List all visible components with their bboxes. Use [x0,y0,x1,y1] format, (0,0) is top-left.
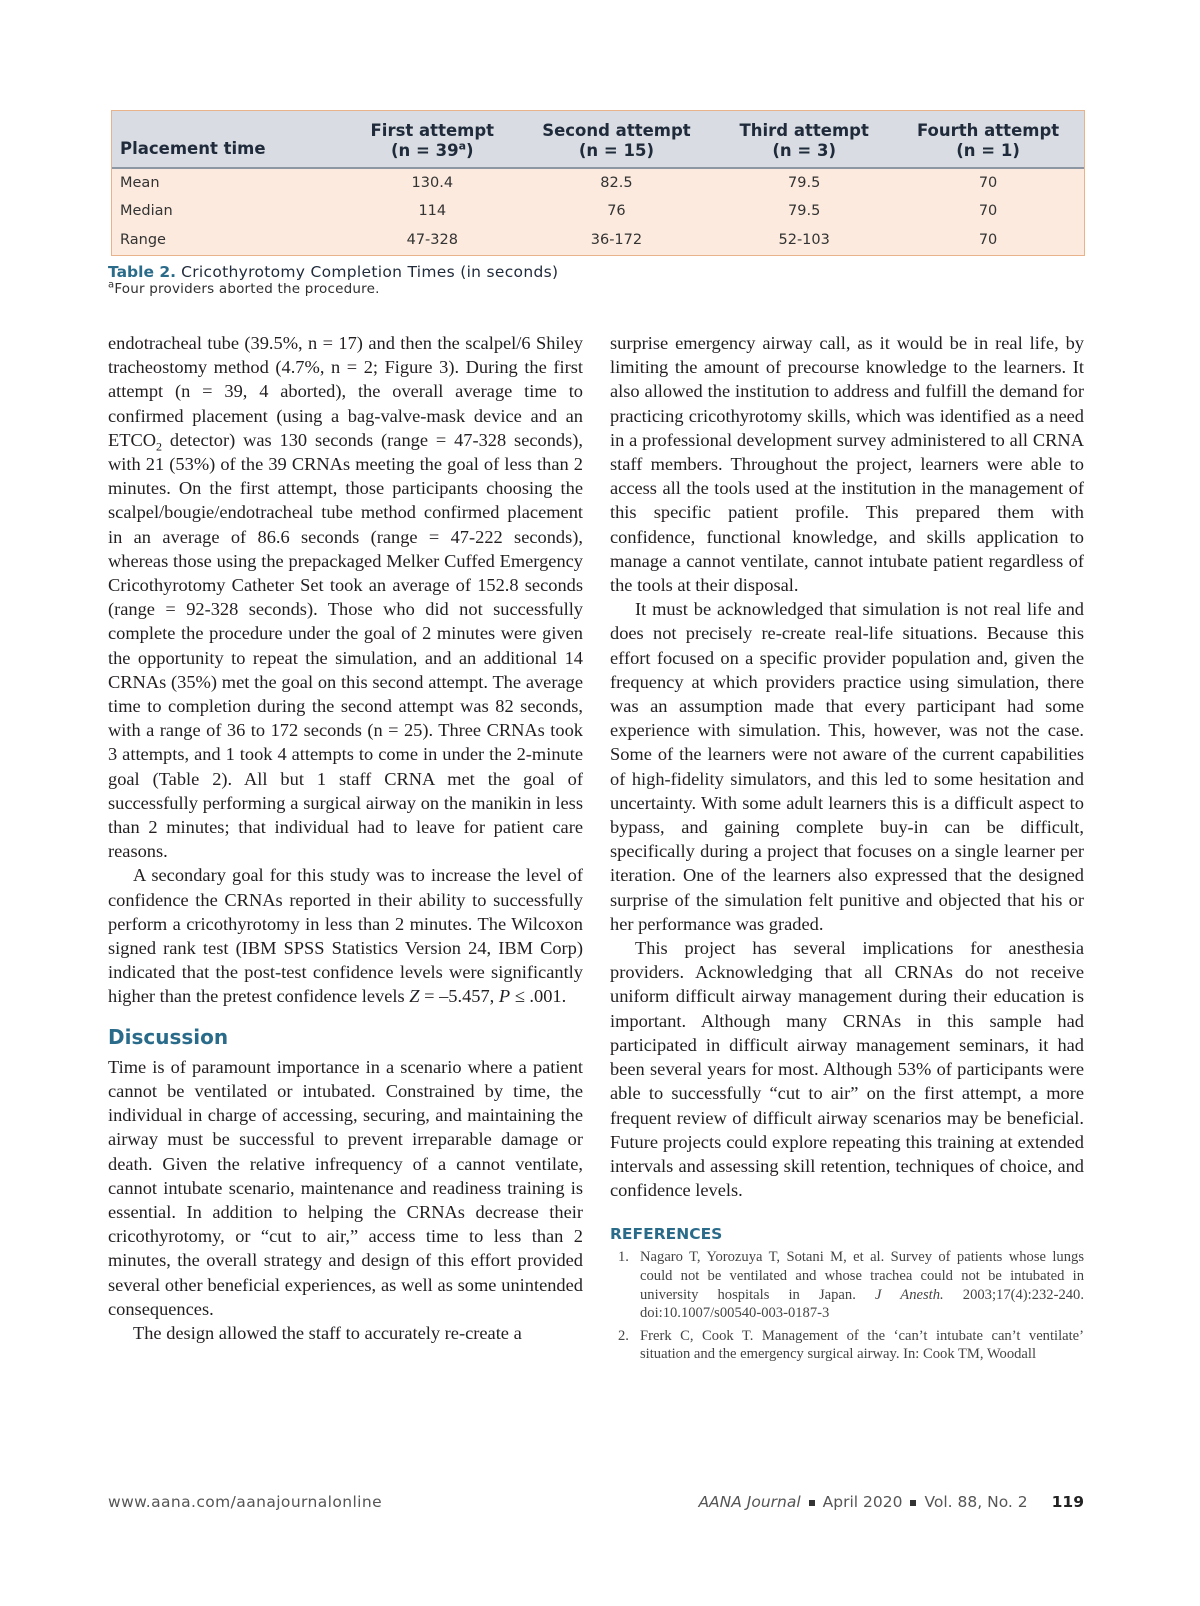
page-number: 119 [1051,1493,1084,1511]
table-footnote [108,281,808,297]
paragraph: This project has several implications for anesthesia providers. Acknowledging that all CRNAs do not receive uniform difficult airway management during their education is important. Although many CRNAs in this sample had participated in difficult airway management seminars, it had been several years for most. Although 53% of participants were able to successfully “cut to air” on the first attempt, a more frequent review of difficult airway scenarios may be beneficial. Future projects could explore repeating this training at extended intervals and assessing skill retention, techniques of choice, and confidence levels. [610,938,1084,1201]
table-row [112,168,1084,197]
table-cell: 70 [892,225,1084,255]
stat-z: Z [409,986,420,1007]
table-cell: 47-328 [348,225,517,255]
table-row [112,197,1084,225]
paragraph: Time is of paramount importance in a scenario where a patient cannot be ventilated or intubated. Constrained by time, the individual in charge of accessing, securing, and maintaining the airway must be successful to prevent irreparable damage or death. Given the relative infrequency of a cannot ventilate, cannot intubate scenario, maintenance and readiness training is essential. In addition to helping the CRNAs decrease their cricothyrotomy, or “cut to air,” access time to less than 2 minutes, the overall strategy and design of this effort provided several other beneficial experiences, as well as some unintended consequences. [108,1056,583,1319]
footer-url[interactable]: www.aana.com/aanajournalonline [108,1493,383,1511]
table-cell: 114 [348,197,517,225]
header-third-attempt [716,111,892,168]
table-caption [108,262,808,297]
journal-title: AANA Journal [698,1493,801,1511]
header-label: Placement time [120,139,266,158]
table-cell: 79.5 [716,168,892,197]
row-label: Range [112,225,348,255]
left-column [108,331,583,1345]
text: ≤ .001. [510,986,567,1007]
caption-label: Table 2. [108,263,177,281]
reference-number: 2. [618,1327,629,1344]
paragraph [108,863,583,1008]
reference-text: Frerk C, Cook T. Management of the ‘can’t intubate can’t ventilate’ situation and the emergency surgical airway. In: Cook TM, Woodall [640,1327,1084,1363]
footnote-text: Four providers aborted the procedure. [114,281,380,297]
reference-item [610,1327,1084,1364]
reference-text [640,1248,1084,1322]
issue-date: April 2020 [822,1493,903,1511]
header-count: (n = 3) [772,141,836,160]
table-header-row [112,111,1084,168]
footnote-marker: a [458,139,467,153]
footnote-marker: a [108,279,115,291]
section-heading: Discussion [108,1024,229,1049]
journal-name: J Anesth. [874,1286,944,1303]
reference-item [610,1248,1084,1322]
row-label: Median [112,197,348,225]
reference-number: 1. [618,1249,629,1266]
text: Nagaro T, Yorozuya T, Sotani M, et al. Survey of patients whose lungs could not be ventilated and whose trachea could not be intubated in university hospitals in Japan. [640,1249,1084,1303]
row-label: Mean [112,168,348,197]
subscript: 2 [156,439,163,454]
right-column [610,331,1084,1368]
text: = –5.457, [419,986,499,1007]
table [112,111,1084,255]
table-cell: 76 [517,197,717,225]
text: 2003;17(4):232-240. doi:10.1007/s00540-003-0187-3 [640,1286,1084,1322]
text: A secondary goal for this study was to increase the level of confidence the CRNAs reported in their ability to successfully perform a cricothyrotomy in less than 2 minutes. The Wilcoxon signed rank test (IBM SPSS Statistics Version 24, IBM Corp) indicated that the post-test confidence levels were significantly higher than the pretest confidence levels [108,865,583,1007]
paragraph: It must be acknowledged that simulation is not real life and does not precisely re-create real-life situations. Because this effort focused on a specific provider population and, given the frequency at which providers practice using simulation, there was an assumption made that every participant had some experience with simulation. This, however, was not the case. Some of the learners were not aware of the current capabilities of high-fidelity simulators, and this led to some hesitation and uncertainty. With some adult learners this is a difficult aspect to bypass, and gaining complete buy-in can be difficult, specifically during a project that focuses on a single learner per iteration. One of the learners also expressed that the designed surprise of the simulation felt punitive and objected that his or her performance was graded. [610,599,1084,934]
header-fourth-attempt [892,111,1084,168]
header-label: Second attempt [542,121,691,140]
completion-times-table [111,110,1085,256]
header-label: First attempt [370,121,495,140]
text: detector) was 130 seconds (range = 47-328 seconds), with 21 (53%) of the 39 CRNAs meeting the goal of less than 2 minutes. On the first attempt, those participants choosing the scalpel/bougie/endotracheal tube method confirmed placement in an average of 86.6 seconds (range = 47-222 seconds), whereas those using the prepackaged Melker Cuffed Emergency Cricothyrotomy Catheter Set took an average of 152.8 seconds (range = 92-328 seconds). Those who did not successfully complete the procedure under the goal of 2 minutes were given the opportunity to repeat the simulation, and an additional 14 CRNAs (35%) met the goal on this second attempt. The average time to completion during the second attempt was 82 seconds, with a range of 36 to 172 seconds (n = 25). Three CRNAs took 3 attempts, and 1 took 4 attempts to come in under the 2-minute goal (Table 2). All but 1 staff CRNA met the goal of successfully performing a surgical airway on the manikin in less than 2 minutes; that individual had to leave for patient care reasons. [108,429,583,862]
header-count: (n = 39 [391,141,459,160]
caption-line [108,262,808,281]
header-placement-time [112,111,348,168]
table-row [112,225,1084,255]
text: endotracheal tube (39.5%, n = 17) and then the scalpel/6 Shiley tracheostomy method (4.7%, n = 2; Figure 3). During the first attempt (n = 39, 4 aborted), the overall average time to confirmed placement (using a bag-valve-mask device and an ETCO [108,333,583,450]
header-label: Fourth attempt [916,121,1060,140]
table-cell: 130.4 [348,168,517,197]
header-count: (n = 1) [956,141,1020,160]
table-cell: 82.5 [517,168,717,197]
paragraph [108,331,583,863]
table-cell: 36-172 [517,225,717,255]
header-close: ) [466,141,474,160]
paragraph: The design allowed the staff to accurately re-create a [133,1322,522,1343]
references-heading: REFERENCES [610,1225,723,1244]
header-first-attempt [348,111,517,168]
stat-p: P [498,986,511,1007]
table-cell: 70 [892,197,1084,225]
table-cell: 79.5 [716,197,892,225]
separator-square-icon [910,1500,916,1506]
header-count: (n = 15) [578,141,654,160]
header-second-attempt [517,111,717,168]
header-label: Third attempt [739,121,869,140]
caption-title: Cricothyrotomy Completion Times (in seconds) [181,263,559,281]
table-cell: 52-103 [716,225,892,255]
paragraph: surprise emergency airway call, as it would be in real life, by limiting the amount of precourse knowledge to the learners. It also allowed the institution to address and fulfill the demand for practicing cricothyrotomy skills, which was identified as a need in a professional development survey administered to all CRNA staff members. Throughout the project, learners were able to access all the tools used at the institution in the management of this specific patient profile. This prepared them with confidence, functional knowledge, and skills application to manage a cannot ventilate, cannot intubate patient regardless of the tools at their disposal. [610,333,1084,596]
volume: Vol. 88, No. 2 [924,1493,1028,1511]
footer-citation [640,1493,1084,1511]
table-cell: 70 [892,168,1084,197]
separator-square-icon [809,1500,815,1506]
